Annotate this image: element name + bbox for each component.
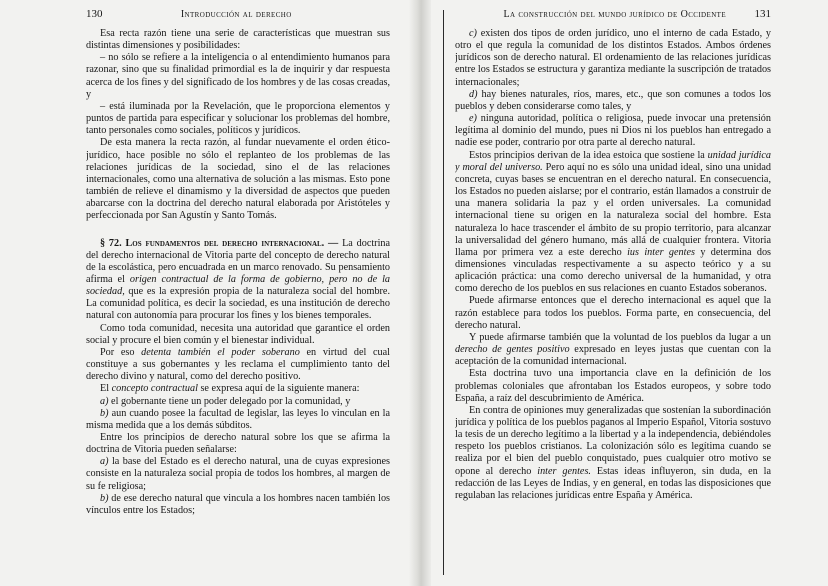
italic-text: concepto contractual	[111, 383, 198, 395]
text: se expresa aquí de la siguiente manera:	[197, 383, 360, 395]
list-item	[455, 113, 771, 149]
list-marker: d)	[469, 88, 478, 100]
list-item	[455, 28, 771, 89]
paragraph: Entre los principios de derecho natural sobre los que se afirma la doctrina de Vitoria pueden señalarse:	[86, 432, 390, 456]
list-marker: a)	[100, 456, 109, 468]
text: en virtud del cual constituye a sus gobernantes y les reclama el cumplimiento tanto del derecho divino y natural, como del derecho positivo.	[86, 346, 390, 383]
right-page-number: 131	[754, 8, 771, 20]
section-number: § 72.	[100, 237, 122, 249]
paragraph: – está iluminada por la Revelación, que le proporciona elementos y puntos de partida para especificar y solucionar los problemas del hombre, tanto personales como sociales, políticos y jurídicos.	[86, 100, 390, 137]
paragraph	[455, 405, 771, 502]
list-item	[86, 396, 390, 408]
paragraph	[455, 332, 771, 368]
text: la base del Estado es el derecho natural, una de cuyas expresiones consiste en la naturaleza social propia de todos los hombres, al margen de su fe religiosa;	[86, 456, 390, 492]
list-item	[86, 493, 390, 517]
paragraph: De esta manera la recta razón, al fundar nuevamente el orden ético-jurídico, hace posible no sólo el replanteo de los problemas de las relaciones jurídicas de la sociedad, sino el de las relaciones internacionales, como una alternativa de solución a las mismas. Esto pone también de relieve el dinamismo y la diversidad de aspectos que pueden abarcarse con la doctrina del derecho natural elaborada por Aristóteles y perfeccionada por San Agustín y Santo Tomás.	[86, 137, 390, 222]
paragraph	[86, 347, 390, 383]
book-gutter	[409, 0, 431, 586]
section-heading	[100, 238, 338, 249]
section-72-paragraph	[86, 238, 390, 323]
text: ninguna autoridad, política o religiosa, puede invocar una pretensión legítima al dominio del mundo, pues ni Dios ni los pueblos han entregado a nadie ese poder, contrario por otra parte al derecho natural.	[455, 113, 771, 149]
section-dash: —	[324, 237, 339, 249]
left-header	[86, 8, 390, 28]
text: El	[100, 383, 112, 395]
text: hay bienes naturales, ríos, mares, etc., que son comunes a todos los pueblos y deben considerarse como tales, y	[455, 88, 771, 112]
italic-text: unidad jurídica y moral del universo.	[455, 149, 771, 173]
text: En contra de opiniones muy generalizadas que sostenían la subordinación jurídica y política de los pueblos paganos al Imperio Español, Vitoria sostuvo la tesis de un derecho legítimo a la libertad y a la independencia, debiéndoles respeto los pueblos cristianos. La colonización sólo es legítima cuando se realiza por el bien del pueblo conquistado, pues cualquier otro motivo se opone al derecho	[455, 404, 771, 477]
right-header	[455, 8, 771, 28]
paragraph	[455, 150, 771, 296]
paragraph: Esa recta razón tiene una serie de características que muestran sus distintas dimensiones y posibilidades:	[86, 28, 390, 52]
text: Pero aquí no es sólo una unidad ideal, sino una unidad concreta, cuyas bases se encuentran en el derecho natural. En consecuencia, los Estados no pueden aislarse; por el contrario, están llamados a construir de una manera solidaria la paz y el orden universales. La comunidad internacional tiene su origen en la naturaleza social del hombre. Esta naturaleza lo hace trascender el ámbito de su propio territorio, para alcanzar la universalidad del género humano, más allá de cualquier frontera. Vitoria llama por primera vez a este derecho	[455, 161, 771, 258]
paragraph: Puede afirmarse entonces que el derecho internacional es aquel que la razón establece para todos los pueblos. Forma parte, en consecuencia, del derecho natural.	[455, 295, 771, 331]
paragraph: – no sólo se refiere a la inteligencia o al entendimiento humanos para razonar, sino que su finalidad primordial es la de inquirir y dar respuesta acerca de los fines y del significado de los hombres y de las cosas creadas, y	[86, 52, 390, 100]
paragraph: Esta doctrina tuvo una importancia clave en la definición de los problemas coloniales que afrontaban los Estados europeos, y sobre todo España, a raíz del descubrimiento de América.	[455, 368, 771, 404]
italic-text: origen contractual de la forma de gobierno, pero no de la sociedad,	[86, 273, 390, 298]
italic-text: derecho de gentes positivo	[455, 344, 570, 356]
list-marker: c)	[469, 28, 477, 39]
text: Estas ideas influyeron, sin duda, en la redacción de las Leyes de Indias, y en general, en todas las disposiciones que regulaban las relaciones jurídicas entre España y América.	[455, 465, 771, 501]
list-item	[455, 89, 771, 113]
list-marker: b)	[100, 492, 109, 504]
text: expresado en leyes justas que cuentan con la aceptación de la comunidad internacional.	[455, 344, 771, 368]
right-page	[455, 8, 771, 578]
left-page-number: 130	[86, 8, 103, 20]
list-marker: e)	[469, 113, 477, 125]
italic-text: detenta también el poder soberano	[141, 346, 300, 358]
text: el gobernante tiene un poder delegado por la comunidad, y	[108, 395, 351, 407]
text: de ese derecho natural que vincula a los hombres nacen también los vínculos entre los Estados;	[86, 492, 390, 516]
paragraph	[86, 383, 390, 395]
left-running-head: Introducción al derecho	[180, 9, 292, 20]
text: y determina dos dimensiones vinculadas respectivamente a su aspecto teórico y a su aplicación práctica: una como derecho universal de la humanidad, y otra como derecho de los pueblos en sus relaciones en cuanto Estados soberanos.	[455, 246, 771, 295]
right-running-head: La construcción del mundo jurídico de Occidente	[503, 9, 727, 20]
left-page	[86, 8, 390, 578]
list-marker: b)	[100, 407, 109, 419]
italic-text: inter gentes.	[537, 465, 591, 477]
text: Estos principios derivan de la idea estoica que sostiene la	[469, 149, 708, 161]
list-item	[86, 408, 390, 432]
page-edge-line	[443, 10, 444, 575]
text: existen dos tipos de orden jurídico, uno el interno de cada Estado, y otro el que regula la comunidad de los distintos Estados. Ambos órdenes jurídicos son de derecho natural. El ordenamiento de las relaciones jurídicas entre los Estados se estructura y garantiza mediante la suscripción de tratados internacionales;	[455, 28, 771, 88]
paragraph: Como toda comunidad, necesita una autoridad que garantice el orden social y procure el bien común y el bienestar individual.	[86, 322, 390, 346]
text: Y puede afirmarse también que la voluntad de los pueblos da lugar a un	[469, 331, 771, 343]
list-marker: a)	[100, 395, 109, 407]
text: aun cuando posee la facultad de legislar, las leyes lo vinculan en la misma medida que a los demás súbditos.	[86, 407, 390, 431]
list-item	[86, 456, 390, 492]
text: Por eso	[100, 346, 142, 358]
section-title: Los fundamentos del derecho internacional.	[125, 237, 325, 249]
italic-text: ius inter gentes	[627, 246, 695, 258]
text: La doctrina del derecho internacional de Vitoria parte del concepto de derecho natural de la escolástica, pero encuadrada en un marco renovado. Su pensamiento afirma el	[86, 237, 390, 285]
text: que es la expresión propia de la naturaleza social del hombre. La comunidad política, es decir la sociedad, es una institución de derecho natural con autonomía para procurar los fines y los bienes temporales.	[86, 286, 390, 322]
